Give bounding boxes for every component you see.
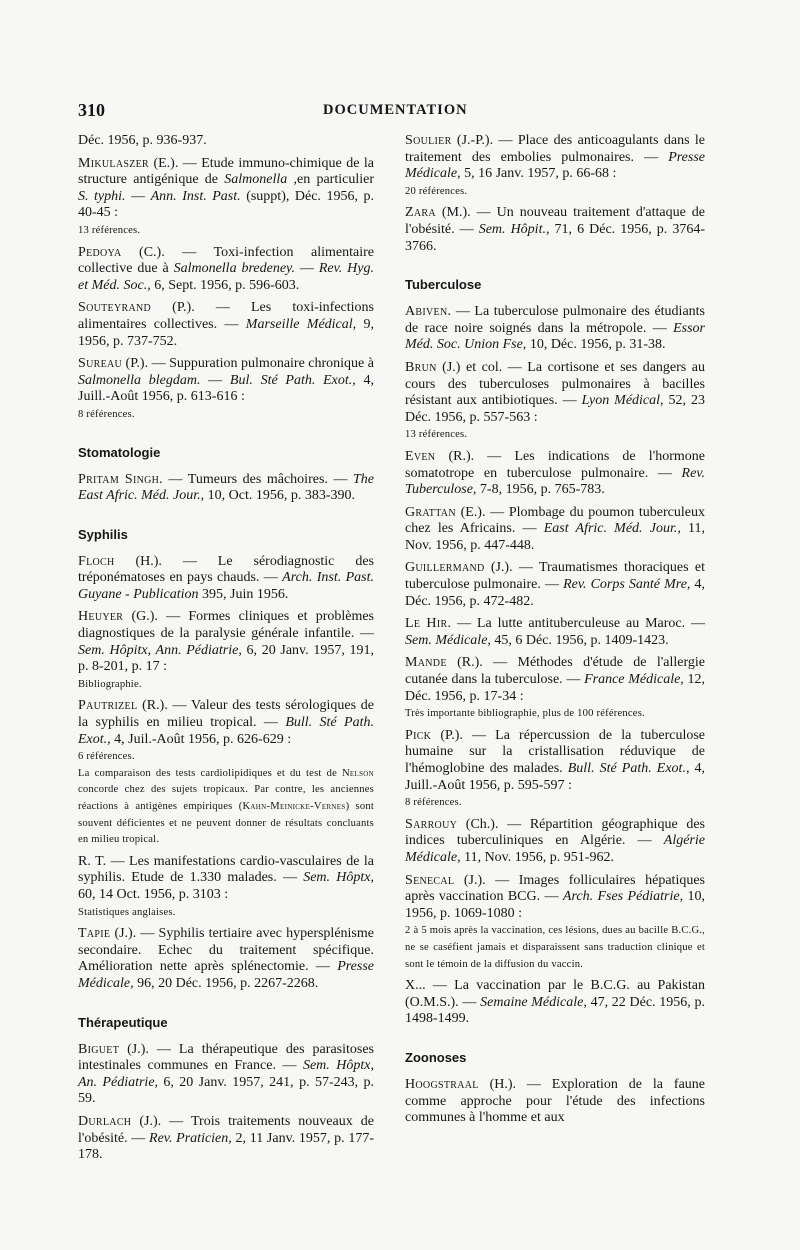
bib-entry-mande: Mande (R.). — Méthodes d'étude de l'allergie cutanée dans la tuberculose. — France Médicale, 12, Déc. 1956, p. 17-34 : Très importante bibliographie, plus de 100 références. bbox=[405, 655, 706, 720]
entry-journal: Sem. Hôpit., bbox=[478, 221, 550, 237]
bib-entry-brun: Brun (J.) et col. — La cortisone et ses dangers au cours des tuberculoses pulmonaires à bacilles résistant aux antibiotiques. — Lyon Médical, 52, 23 Déc. 1956, p. 557-563 : 13 références. bbox=[405, 359, 706, 441]
entry-author: Floch bbox=[78, 553, 115, 569]
entry-journal: Arch. Inst. Past. Guyane - Publication bbox=[78, 570, 374, 602]
bib-entry-le-hir: Le Hir. — La lutte antituberculeuse au Maroc. — Sem. Médicale, 45, 6 Déc. 1956, p. 1409-1423. bbox=[405, 616, 705, 648]
entry-journal: Algérie Médicale, bbox=[405, 833, 705, 865]
running-head: DOCUMENTATION bbox=[323, 102, 468, 118]
entry-author: Sarrouy bbox=[405, 816, 458, 832]
entry-author: X... bbox=[405, 978, 426, 994]
entry-author: Sureau bbox=[78, 356, 123, 372]
section-heading-therapeutique: Thérapeutique bbox=[78, 1014, 168, 1030]
entry-note: 8 références. bbox=[405, 797, 462, 809]
entry-journal: Sem. Médicale, bbox=[405, 632, 491, 648]
entry-journal: Bull. Sté Path. Exot., bbox=[567, 761, 690, 776]
bib-entry-souteyrand: Souteyrand (P.). — Les toxi-infections alimentaires collectives. — Marseille Médical, 9, 1956, p. 737-752. bbox=[78, 300, 375, 349]
entry-author: Pautrizel bbox=[78, 698, 138, 714]
entry-journal: Rev. Corps Santé Mre, bbox=[563, 577, 691, 593]
entry-note: Très importante bibliographie, plus de 100 références. bbox=[405, 708, 645, 720]
entry-journal: Presse Médicale, bbox=[405, 149, 705, 182]
entry-author: Souteyrand bbox=[78, 300, 152, 316]
entry-journal: France Médicale, bbox=[584, 672, 684, 688]
entry-journal: Presse Médicale, bbox=[78, 959, 374, 991]
page-header bbox=[78, 100, 718, 124]
entry-journal: East Afric. Méd. Jour., bbox=[543, 521, 681, 537]
bib-entry-pedoya: Pedoya (C.). — Toxi-infection alimentaire collective due à Salmonella bredeney. — Rev. Hyg. et Méd. Soc., 6, Sept. 1956, p. 596-603. bbox=[78, 244, 375, 293]
entry-journal: Sem. Hôptx, An. Pédiatrie, bbox=[78, 1058, 374, 1090]
bib-entry-zara: Zara (M.). — Un nouveau traitement d'attaque de l'obésité. — Sem. Hôpit., 71, 6 Déc. 1956, p. 3764-3766. bbox=[405, 205, 706, 254]
bib-entry-soulier: Soulier (J.-P.). — Place des anticoagulants dans le traitement des embolies pulmonaires. — Presse Médicale, 5, 16 Janv. 1957, p. 66-68 : 20 références. bbox=[405, 133, 706, 197]
entry-author: Durlach bbox=[78, 1113, 132, 1129]
entry-annotation: La comparaison des tests cardiolipidiques et du test de Nelson concorde chez des sujets tropicaux. Par contre, les anciennes réactions à antigènes empiriques (Kahn-Meinicke-Vernes) sont souvent déficientes et ne peuvent donner de résultats concluants en milieu tropical. bbox=[78, 767, 374, 846]
entry-author: Soulier bbox=[405, 133, 452, 148]
entry-note: 8 références. bbox=[78, 408, 135, 420]
entry-author: Le Hir. bbox=[405, 616, 452, 632]
bib-entry-even: Even (R.). — Les indications de l'hormone somatotrope en tuberculose pulmonaire. — Rev. Tuberculose, 7-8, 1956, p. 765-783. bbox=[405, 448, 705, 498]
bib-entry-hoogstraal: Hoogstraal (H.). — Exploration de la faune comme approche pour l'étude des infections communes à l'homme et aux bbox=[405, 1076, 705, 1126]
entry-author: Mikulaszer bbox=[78, 155, 149, 171]
entry-author: Abiven. bbox=[405, 304, 452, 320]
entry-note: Statistiques anglaises. bbox=[78, 906, 176, 918]
entry-author: Biguet bbox=[78, 1041, 120, 1057]
entry-journal: Arch. Fses Pédiatrie, bbox=[562, 889, 684, 905]
bib-entry-pritam-singh: Pritam Singh. — Tumeurs des mâchoires. — The East Afric. Méd. Jour., 10, Oct. 1956, p. 383-390. bbox=[78, 471, 375, 504]
entry-note: Bibliographie. bbox=[78, 678, 142, 690]
entry-author: Heuyer bbox=[78, 609, 124, 625]
entry-journal: Rev. Hyg. et Méd. Soc., bbox=[78, 261, 375, 293]
entry-author: Brun bbox=[405, 359, 437, 375]
entry-author: Zara bbox=[405, 205, 436, 221]
entry-author: Pick bbox=[405, 727, 432, 743]
entry-author: Mande bbox=[405, 655, 447, 671]
bib-entry-sarrouy: Sarrouy (Ch.). — Répartition géographique des indices tuberculiniques en Algérie. — Algérie Médicale, 11, Nov. 1956, p. 951-962. bbox=[405, 816, 705, 865]
section-heading-syphilis: Syphilis bbox=[78, 526, 128, 542]
bib-entry-grattan: Grattan (E.). — Plombage du poumon tuberculeux chez les Africains. — East Afric. Méd. Jour., 11, Nov. 1956, p. 447-448. bbox=[405, 504, 705, 553]
entry-author: Grattan bbox=[405, 504, 456, 520]
entry-author: Pritam Singh. bbox=[78, 471, 163, 487]
bib-entry-heuyer: Heuyer (G.). — Formes cliniques et problèmes diagnostiques de la paralysie générale infantile. — Sem. Hôpitx, Ann. Pédiatrie, 6, 20 Janv. 1957, 191, p. 8-201, p. 17 : Bibliographie. bbox=[78, 609, 375, 690]
bib-entry-senecal: Senecal (J.). — Images folliculaires hépatiques après vaccination BCG. — Arch. Fses Pédiatrie, 10, 1956, p. 1069-1080 : 2 à 5 mois après la vaccination, ces lésions, dues au bacille B.C.G., ne se caséfient jamais et disparaissent sans traduction clinique et sont le témoin de la diffusion du vaccin. bbox=[405, 872, 706, 970]
entry-journal: Semaine Médicale, bbox=[480, 994, 587, 1010]
bib-entry-continuation: Déc. 1956, p. 936-937. bbox=[78, 133, 207, 148]
entry-note: 13 références. bbox=[78, 224, 141, 236]
entry-author: Senecal bbox=[405, 872, 455, 888]
section-heading-zoonoses: Zoonoses bbox=[405, 1049, 467, 1065]
entry-journal: Sem. Hôpitx, Ann. Pédiatrie, bbox=[78, 642, 242, 658]
bib-entry-floch: Floch (H.). — Le sérodiagnostic des tréponématoses en pays chauds. — Arch. Inst. Past. Guyane - Publication 395, Juin 1956. bbox=[78, 553, 375, 602]
entry-author: Guillermand bbox=[405, 560, 485, 576]
bib-entry-pick: Pick (P.). — La répercussion de la tuberculose humaine sur la cristallisation réduvique de l'hémoglobine des malades. Bull. Sté Path. Exot., 4, Juill.-Août 1956, p. 595-597 : 8 références. bbox=[405, 727, 706, 809]
entry-author: Even bbox=[405, 448, 436, 464]
bib-entry-biguet: Biguet (J.). — La thérapeutique des parasitoses intestinales communes en France. — Sem. Hôptx, An. Pédiatrie, 6, 20 Janv. 1957, 241, p. 57-243, p. 59. bbox=[78, 1041, 374, 1107]
entry-journal: Rev. Praticien, bbox=[149, 1130, 232, 1146]
entry-journal: Bul. Sté Path. Exot., bbox=[229, 372, 356, 388]
entry-journal: Ann. Inst. Past. bbox=[150, 188, 241, 204]
entry-annotation: 2 à 5 mois après la vaccination, ces lésions, dues au bacille B.C.G., ne se caséfient jamais et disparaissent sans traduction clinique et sont le témoin de la diffusion du vaccin. bbox=[405, 925, 705, 970]
entry-journal: Bull. Sté Path. Exot., bbox=[78, 715, 374, 747]
entry-journal: Essor Méd. Soc. Union Fse, bbox=[405, 320, 705, 353]
entry-journal: Lyon Médical, bbox=[581, 393, 664, 409]
entry-note: 6 références. bbox=[78, 751, 135, 763]
entry-author: Hoogstraal bbox=[405, 1076, 479, 1092]
bib-entry-rt: R. T. — Les manifestations cardio-vasculaires de la syphilis. Etude de 1.330 malades. — Sem. Hôptx, 60, 14 Oct. 1956, p. 3103 : Statistiques anglaises. bbox=[78, 853, 375, 918]
entry-author: Tapie bbox=[78, 926, 111, 942]
bib-entry-x-pakistan: X... — La vaccination par le B.C.G. au Pakistan (O.M.S.). — Semaine Médicale, 47, 22 Déc. 1956, p. 1498-1499. bbox=[405, 978, 706, 1027]
entry-author: Pedoya bbox=[78, 244, 122, 260]
section-heading-tuberculose: Tuberculose bbox=[405, 277, 482, 293]
right-column bbox=[405, 133, 705, 1133]
entry-journal: The East Afric. Méd. Jour., bbox=[78, 471, 375, 504]
bib-entry-sureau: Sureau (P.). — Suppuration pulmonaire chronique à Salmonella blegdam. — Bul. Sté Path. Exot., 4, Juill.-Août 1956, p. 613-616 : 8 références. bbox=[78, 356, 374, 420]
bib-entry-mikulaszer: Mikulaszer (E.). — Etude immuno-chimique de la structure antigénique de Salmonella ,en particulier S. typhi. — Ann. Inst. Past. (suppt), Déc. 1956, p. 40-45 : 13 références. bbox=[78, 155, 375, 236]
page-number: 310 bbox=[78, 100, 105, 120]
entry-note: 20 références. bbox=[405, 185, 468, 197]
entry-journal: Marseille Médical, bbox=[245, 316, 357, 332]
entry-journal: Rev. Tuberculose, bbox=[405, 465, 705, 498]
bib-entry-durlach: Durlach (J.). — Trois traitements nouveaux de l'obésité. — Rev. Praticien, 2, 11 Janv. 1957, p. 177-178. bbox=[78, 1113, 374, 1163]
bib-entry-pautrizel: Pautrizel (R.). — Valeur des tests sérologiques de la syphilis en milieu tropical. — Bull. Sté Path. Exot., 4, Juil.-Août 1956, p. 626-629 : 6 références. La comparaison des tests cardiolipidiques et du test de Nelson concorde chez des sujets tropicaux. Par contre, les anciennes réactions à antigènes empiriques (Kahn-Meinicke-Vernes) sont souvent déficientes et ne peuvent donner de résultats concluants en milieu tropical. bbox=[78, 698, 374, 846]
bib-entry-abiven: Abiven. — La tuberculose pulmonaire des étudiants de race noire soignés dans la métropole. — Essor Méd. Soc. Union Fse, 10, Déc. 1956, p. 31-38. bbox=[405, 304, 705, 353]
bib-entry-guillermand: Guillermand (J.). — Traumatismes thoraciques et tuberculose pulmonaire. — Rev. Corps Santé Mre, 4, Déc. 1956, p. 472-482. bbox=[405, 560, 706, 609]
entry-author: R. T. bbox=[78, 853, 107, 869]
entry-note: 13 références. bbox=[405, 429, 468, 441]
bib-entry-tapie: Tapie (J.). — Syphilis tertiaire avec hypersplénisme secondaire. Echec du traitement spécifique. Amélioration nette après splénectomie. — Presse Médicale, 96, 20 Déc. 1956, p. 2267-2268. bbox=[78, 926, 374, 991]
left-column bbox=[78, 133, 374, 1170]
section-heading-stomatologie: Stomatologie bbox=[78, 444, 161, 460]
entry-journal: Sem. Hôptx, bbox=[303, 870, 374, 886]
